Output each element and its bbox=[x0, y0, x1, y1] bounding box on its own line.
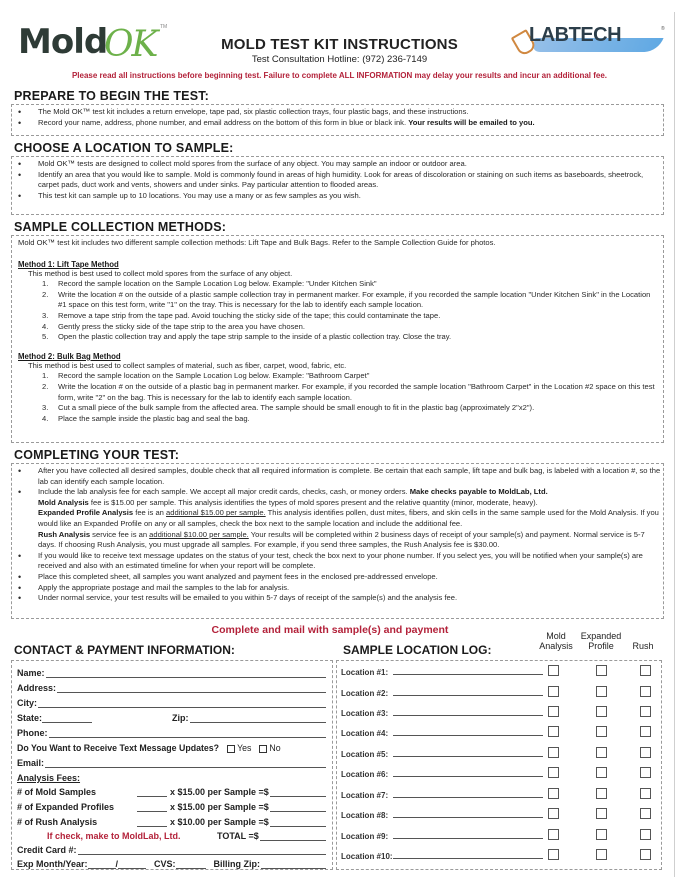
prepare-heading: PREPARE TO BEGIN THE TEST: bbox=[14, 89, 210, 103]
step-item: 3. Remove a tape strip from the tape pad. Avoid touching the sticky side of the tape; this could contaminate the tape. bbox=[42, 310, 441, 320]
rush-text: Your results will be completed within 2 business days of receipt of your sample(s) and payment. Normal service is 5-7 days. If choosing Rush Analysis, you must upgrade all samples. For example, if you send three samples, the Rush Analysis fee is $30.00. bbox=[38, 529, 645, 550]
step-item: 1. Record the sample location on the Sample Location Log below. Example: "Under Kitchen Sink" bbox=[42, 279, 377, 289]
location-row bbox=[341, 663, 657, 677]
exp-slash: / bbox=[115, 859, 119, 869]
location-line[interactable] bbox=[393, 715, 543, 716]
logo-tm: TM bbox=[160, 24, 168, 30]
fee-amount-line[interactable] bbox=[270, 788, 326, 797]
location-row bbox=[341, 765, 657, 779]
rush-checkbox[interactable] bbox=[640, 829, 651, 840]
method2-title: Method 2: Bulk Bag Method bbox=[18, 351, 121, 361]
fee-row bbox=[17, 783, 326, 797]
col-line2: Rush bbox=[632, 641, 654, 651]
city-field[interactable] bbox=[17, 694, 326, 708]
location-label: Location #4: bbox=[341, 729, 389, 738]
item-text: The Mold OK™ test kit includes a return envelope, tape pad, six plastic collection trays, four plastic bags, and these instructions. bbox=[38, 107, 469, 116]
mold-analysis-checkbox[interactable] bbox=[548, 747, 559, 758]
expanded-profile-checkbox[interactable] bbox=[596, 808, 607, 819]
expanded-profile-checkbox[interactable] bbox=[596, 849, 607, 860]
location-label: Location #6: bbox=[341, 770, 389, 779]
list-item: • Mold OK™ tests are designed to collect mold spores from the surface of any object. You may sample an indoor or outdoor area. bbox=[18, 159, 663, 170]
billing-zip-label: Billing Zip: bbox=[213, 859, 261, 869]
rush-checkbox[interactable] bbox=[640, 686, 651, 697]
list-item: • This test kit can sample up to 10 locations. You may use a many or as few samples as you wish. bbox=[18, 191, 663, 202]
sample-log-section bbox=[336, 660, 662, 870]
location-row bbox=[341, 827, 657, 841]
no-checkbox[interactable] bbox=[259, 745, 267, 753]
fee-label: # of Mold Samples bbox=[17, 787, 97, 797]
name-label: Name: bbox=[17, 668, 45, 678]
location-line[interactable] bbox=[393, 858, 543, 859]
exp-year-line[interactable] bbox=[115, 859, 146, 869]
credit-card-line[interactable] bbox=[78, 846, 326, 855]
col-line1: Mold bbox=[546, 631, 566, 641]
col-line2: Profile bbox=[588, 641, 614, 651]
methods-intro: Mold OK™ test kit includes two different sample collection methods: Lift Tape and Bulk Bags. Refer to the Sample Collection Guide for photos. bbox=[18, 238, 496, 247]
rush-checkbox[interactable] bbox=[640, 747, 651, 758]
phone-field[interactable] bbox=[17, 724, 326, 738]
step-text: Write the location # on the outside of a plastic sample collection tray in permanent marker. For example, if you recorded the sample location "Under Kitchen Sink" in the Location #1 space on this test form, write "1" on the tray. This is necessary for the lab to identify each sample location. bbox=[58, 289, 651, 310]
step-text: Write the location # on the outside of a plastic bag in permanent marker. For example, if you recorded the sample location "Bathroom Carpet" in the Location #2 space on this test form, write "2" on the bag. This is necessary for the lab to identify each sample location. bbox=[58, 381, 655, 402]
location-line[interactable] bbox=[393, 776, 543, 777]
rush-checkbox[interactable] bbox=[640, 726, 651, 737]
step-text: Remove a tape strip from the tape pad. Avoid touching the sticky side of the tape; this could contaminate the tape. bbox=[58, 310, 441, 320]
city-label: City: bbox=[17, 698, 37, 708]
step-text: Open the plastic collection tray and apply the tape strip sample to the inside of a plastic collection tray. Close the tray. bbox=[58, 332, 452, 342]
fee-qty-line[interactable] bbox=[137, 788, 167, 797]
expanded-fee: additional $15.00 per sample. bbox=[166, 508, 266, 518]
labtech-reg: ® bbox=[661, 26, 665, 32]
fee-rate: x $15.00 per Sample =$ bbox=[170, 787, 269, 797]
text-updates-label: Do You Want to Receive Text Message Updates? bbox=[17, 743, 220, 753]
step-item: 3. Cut a small piece of the bulk sample from the affected area. The sample should be small enough to fit in the plastic bag (approximately 2"x2"). bbox=[42, 403, 535, 413]
check-note: If check, make to MoldLab, Ltd. bbox=[47, 831, 181, 841]
rush-checkbox[interactable] bbox=[640, 808, 651, 819]
location-line[interactable] bbox=[393, 797, 543, 798]
total-row bbox=[17, 827, 326, 841]
location-line[interactable] bbox=[393, 674, 543, 675]
rush-analysis-label: Rush Analysis bbox=[38, 529, 91, 539]
rush-checkbox[interactable] bbox=[640, 849, 651, 860]
logo-ok-text: OK bbox=[104, 24, 157, 65]
mold-analysis-checkbox[interactable] bbox=[548, 808, 559, 819]
phone-line[interactable] bbox=[49, 729, 327, 738]
location-label: Location #1: bbox=[341, 668, 389, 677]
state-line[interactable] bbox=[42, 714, 92, 723]
col-line1: Expanded bbox=[580, 631, 622, 641]
rush-checkbox[interactable] bbox=[640, 788, 651, 799]
method2-desc: This method is best used to collect samples of material, such as fiber, carpet, wood, fabric, etc. bbox=[28, 360, 347, 370]
step-text: Record the sample location on the Sample Location Log below. Example: "Bathroom Carpet" bbox=[58, 371, 370, 381]
zip-line[interactable] bbox=[190, 714, 326, 723]
cvs-label: CVS: bbox=[154, 859, 176, 869]
name-field[interactable] bbox=[17, 664, 326, 678]
list-item: • Under normal service, your test results will be emailed to you within 5-7 days of receipt of the sample(s) and the analysis fee. bbox=[18, 593, 663, 604]
log-heading: SAMPLE LOCATION LOG: bbox=[343, 643, 492, 657]
warning-notice: Please read all instructions before beginning test. Failure to complete ALL INFORMATION may delay your results and incur an additional fee. bbox=[71, 71, 608, 80]
expanded-profile-checkbox[interactable] bbox=[596, 747, 607, 758]
address-line[interactable] bbox=[57, 684, 326, 693]
phone-label: Phone: bbox=[17, 728, 48, 738]
step-text: Cut a small piece of the bulk sample from the affected area. The sample should be small enough to fit in the plastic bag (approximately 2"x2"). bbox=[58, 403, 535, 413]
location-row bbox=[341, 786, 657, 800]
col-mold-analysis bbox=[534, 631, 578, 651]
expanded-profile-checkbox[interactable] bbox=[596, 665, 607, 676]
mold-analysis-checkbox[interactable] bbox=[548, 726, 559, 737]
labtech-logo bbox=[515, 22, 665, 58]
method1-desc: This method is best used to collect mold spores from the surface of any object. bbox=[28, 268, 293, 278]
mold-analysis-checkbox[interactable] bbox=[548, 767, 559, 778]
state-zip-row bbox=[17, 709, 326, 723]
yes-checkbox[interactable] bbox=[227, 745, 235, 753]
complete-and-mail-note: Complete and mail with sample(s) and payment bbox=[211, 624, 449, 636]
method1-title: Method 1: Lift Tape Method bbox=[18, 259, 119, 269]
list-item bbox=[18, 487, 663, 551]
expanded-text: This analysis identifies pollen, dust mites, fibers, and skin cells in the same sample used for the Mold Analysis. If you would like an Expanded Profile on any or all samples, check the box next to the sample location and include the additional fee. bbox=[38, 508, 659, 528]
item-bold-text: Your results will be emailed to you. bbox=[408, 117, 535, 127]
fees-heading-text: Analysis Fees: bbox=[17, 773, 81, 783]
item-text: Record your name, address, phone number, and email address on the bottom of this form in blue or black ink. bbox=[38, 117, 409, 127]
logo-mold-text: Mold bbox=[18, 22, 108, 62]
contact-section bbox=[11, 660, 333, 870]
rush-pre: service fee is an bbox=[90, 529, 150, 539]
expanded-profile-checkbox[interactable] bbox=[596, 686, 607, 697]
yes-label: Yes bbox=[237, 743, 252, 753]
expanded-profile-checkbox[interactable] bbox=[596, 706, 607, 717]
location-line[interactable] bbox=[393, 817, 543, 818]
location-section bbox=[11, 156, 664, 215]
mold-analysis-checkbox[interactable] bbox=[548, 849, 559, 860]
list-item: • Apply the appropriate postage and mail the samples to the lab for analysis. bbox=[18, 583, 663, 594]
page-edge bbox=[674, 12, 675, 877]
list-item: • After you have collected all desired samples, double check that all required information is complete. Be certain that each sample, lift tape and bulk bag, is labeled with a location #, so the lab can identify each sample location. bbox=[18, 466, 663, 487]
col-expanded-profile bbox=[578, 631, 624, 651]
step-text: Place the sample inside the plastic bag and seal the bag. bbox=[58, 413, 250, 423]
methods-section bbox=[11, 235, 664, 443]
fee-rate: x $10.00 per Sample =$ bbox=[170, 817, 269, 827]
address-field[interactable] bbox=[17, 679, 326, 693]
location-label: Location #5: bbox=[341, 750, 389, 759]
step-item: 2. Write the location # on the outside of a plastic bag in permanent marker. For example, if you recorded the sample location "Bathroom Carpet" in the Location #2 space on this test form, write "2" on the bag. This is necessary for the lab to identify each sample location. bbox=[42, 381, 655, 402]
location-label: Location #3: bbox=[341, 709, 389, 718]
method1-steps bbox=[18, 279, 657, 343]
step-text: Gently press the sticky side of the tape strip to the area you have chosen. bbox=[58, 321, 305, 331]
mold-analysis-text: fee is $15.00 per sample. This analysis identifies the types of mold spores present and the relative quantity (minor, moderate, heavy). bbox=[88, 497, 538, 507]
email-label: Email: bbox=[17, 758, 45, 768]
location-row bbox=[341, 704, 657, 718]
fee-rate: x $15.00 per Sample =$ bbox=[170, 802, 269, 812]
total-line[interactable] bbox=[260, 832, 326, 841]
step-item: 5. Open the plastic collection tray and apply the tape strip sample to the inside of a plastic collection tray. Close the tray. bbox=[42, 332, 452, 342]
list-item bbox=[18, 118, 663, 129]
total-label: TOTAL =$ bbox=[217, 831, 259, 841]
location-row bbox=[341, 847, 657, 861]
location-label: Location #7: bbox=[341, 791, 389, 800]
list-item: • Place this completed sheet, all samples you want analyzed and payment fees in the enclosed pre-addressed envelope. bbox=[18, 572, 663, 583]
mold-analysis-checkbox[interactable] bbox=[548, 665, 559, 676]
credit-card-field[interactable] bbox=[17, 841, 326, 855]
list-item: • Identify an area that you would like to sample. Mold is commonly found in areas of high humidity. Look for areas of discoloration or staining on such items as baseboards, sheetrock, carpet pads, duct work and vents, showers and under sinks. Pay particular attention to flooded areas. bbox=[18, 170, 663, 191]
prepare-section bbox=[11, 104, 664, 136]
location-line[interactable] bbox=[393, 735, 543, 736]
location-row bbox=[341, 745, 657, 759]
step-item: 4. Place the sample inside the plastic bag and seal the bag. bbox=[42, 413, 250, 423]
list-item: • If you would like to receive text message updates on the status of your test, check the box next to your phone number. If you select yes, you will be notified when your sample(s) are received and also with an estimated timeline for when your report will be complete. bbox=[18, 551, 663, 572]
expanded-profile-label: Expanded Profile Analysis bbox=[38, 508, 134, 518]
text-updates-row bbox=[17, 739, 326, 753]
location-line[interactable] bbox=[393, 838, 543, 839]
methods-heading: SAMPLE COLLECTION METHODS: bbox=[14, 220, 227, 234]
fee-row bbox=[17, 798, 326, 812]
expanded-profile-checkbox[interactable] bbox=[596, 829, 607, 840]
col-line1 bbox=[626, 631, 660, 641]
exp-month-line[interactable] bbox=[88, 860, 116, 869]
col-line2: Analysis bbox=[539, 641, 573, 651]
rush-checkbox[interactable] bbox=[640, 665, 651, 676]
expanded-pre: fee is an bbox=[133, 508, 167, 518]
step-item: 4. Gently press the sticky side of the tape strip to the area you have chosen. bbox=[42, 321, 305, 331]
step-text: Record the sample location on the Sample Location Log below. Example: "Under Kitchen Sink" bbox=[58, 279, 377, 289]
completing-heading: COMPLETING YOUR TEST: bbox=[14, 448, 180, 462]
email-field[interactable] bbox=[17, 754, 326, 768]
location-row bbox=[341, 724, 657, 738]
method2-steps bbox=[18, 371, 657, 424]
fee-label: # of Expanded Profiles bbox=[17, 802, 115, 812]
labtech-text: LABTECH bbox=[529, 24, 622, 46]
mold-analysis-checkbox[interactable] bbox=[548, 788, 559, 799]
page-title: MOLD TEST KIT INSTRUCTIONS bbox=[221, 36, 458, 53]
fees-heading bbox=[17, 769, 326, 783]
fee-qty-line[interactable] bbox=[137, 818, 167, 827]
location-heading: CHOOSE A LOCATION TO SAMPLE: bbox=[14, 141, 234, 155]
expanded-profile-checkbox[interactable] bbox=[596, 767, 607, 778]
rush-fee: additional $10.00 per sample. bbox=[149, 529, 249, 539]
expanded-profile-checkbox[interactable] bbox=[596, 726, 607, 737]
location-line[interactable] bbox=[393, 756, 543, 757]
cvs-line[interactable] bbox=[176, 860, 206, 869]
zip-label: Zip: bbox=[172, 713, 189, 723]
location-label: Location #9: bbox=[341, 832, 389, 841]
rush-checkbox[interactable] bbox=[640, 706, 651, 717]
address-label: Address: bbox=[17, 683, 57, 693]
list-item bbox=[18, 107, 663, 118]
no-label: No bbox=[269, 743, 281, 753]
fee-amount-line[interactable] bbox=[270, 803, 326, 812]
fee-label: # of Rush Analysis bbox=[17, 817, 98, 827]
payable-note: Make checks payable to MoldLab, Ltd. bbox=[409, 487, 548, 497]
location-row bbox=[341, 684, 657, 698]
rush-checkbox[interactable] bbox=[640, 767, 651, 778]
location-row bbox=[341, 806, 657, 820]
contact-heading: CONTACT & PAYMENT INFORMATION: bbox=[14, 643, 235, 657]
mold-analysis-checkbox[interactable] bbox=[548, 829, 559, 840]
name-line[interactable] bbox=[46, 669, 326, 678]
email-line[interactable] bbox=[45, 759, 326, 768]
billing-zip-line[interactable] bbox=[261, 860, 326, 869]
step-item: 1. Record the sample location on the Sample Location Log below. Example: "Bathroom Carpet" bbox=[42, 371, 370, 381]
location-label: Location #10: bbox=[341, 852, 393, 861]
exp-label: Exp Month/Year: bbox=[17, 859, 88, 869]
mold-analysis-checkbox[interactable] bbox=[548, 706, 559, 717]
exp-row bbox=[17, 855, 326, 869]
mold-analysis-checkbox[interactable] bbox=[548, 686, 559, 697]
hotline: Test Consultation Hotline: (972) 236-7149 bbox=[251, 54, 428, 65]
step-item: 2. Write the location # on the outside of a plastic sample collection tray in permanent marker. For example, if you recorded the sample location "Under Kitchen Sink" in the Location #1 space on this test form, write "1" on the tray. This is necessary for the lab to identify each sample location. bbox=[42, 289, 651, 310]
mold-analysis-label: Mold Analysis bbox=[38, 497, 89, 507]
expanded-profile-checkbox[interactable] bbox=[596, 788, 607, 799]
fee-row bbox=[17, 813, 326, 827]
city-line[interactable] bbox=[38, 699, 326, 708]
completing-section bbox=[11, 463, 664, 619]
fee-amount-line[interactable] bbox=[270, 818, 326, 827]
col-rush bbox=[626, 631, 660, 651]
location-label: Location #8: bbox=[341, 811, 389, 820]
location-line[interactable] bbox=[393, 695, 543, 696]
credit-card-label: Credit Card #: bbox=[17, 845, 77, 855]
fee-qty-line[interactable] bbox=[137, 803, 167, 812]
item-text: Include the lab analysis fee for each sample. We accept all major credit cards, checks, cash, or money orders. bbox=[38, 487, 410, 497]
location-label: Location #2: bbox=[341, 689, 389, 698]
state-label: State: bbox=[17, 713, 43, 723]
